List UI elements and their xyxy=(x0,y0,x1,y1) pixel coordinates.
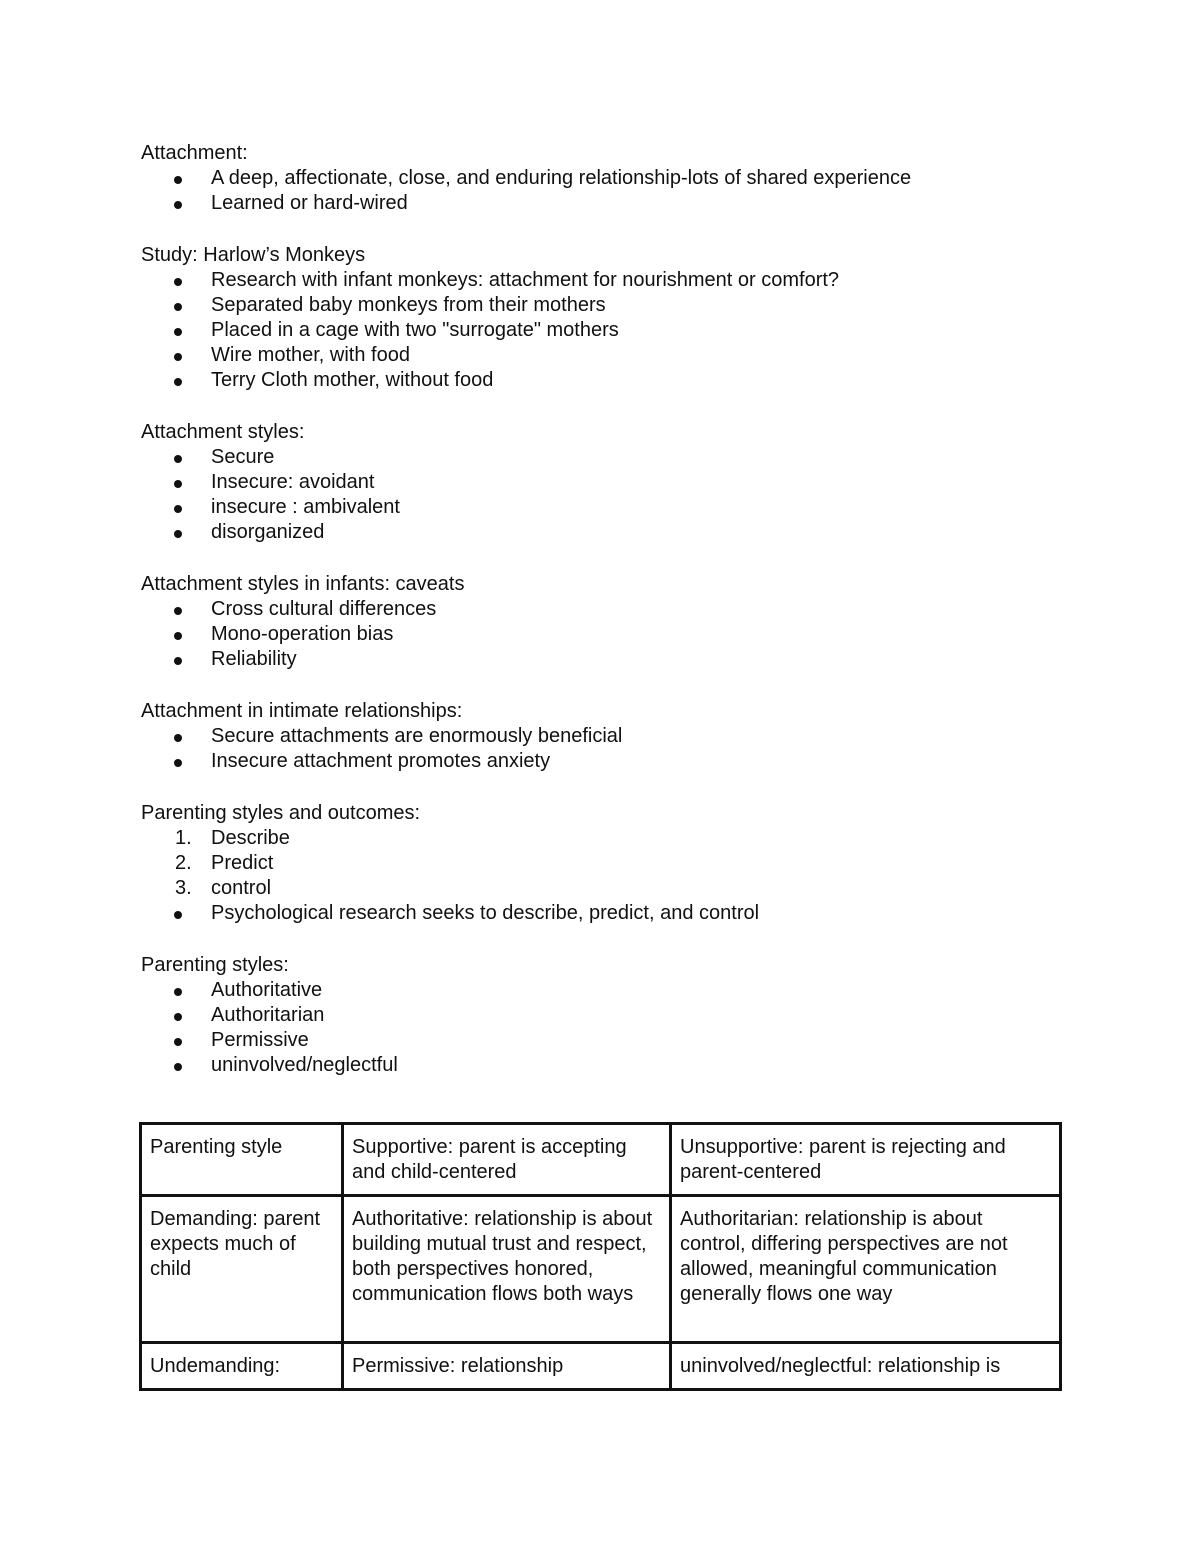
numbered-list xyxy=(141,826,1061,901)
list-item: Secure attachments are enormously beneficial xyxy=(141,724,1061,749)
list-number: 1. xyxy=(175,827,192,849)
section-heading: Attachment styles in infants: caveats xyxy=(141,573,465,595)
section-heading: Study: Harlow’s Monkeys xyxy=(141,244,366,266)
list-item: Permissive xyxy=(141,1028,1061,1053)
bullet-icon xyxy=(174,455,182,463)
section-harlow-study xyxy=(141,243,1061,393)
list-item: 1. Describe xyxy=(175,827,290,849)
bullet-icon xyxy=(174,1063,182,1071)
section-attachment-styles xyxy=(141,420,1061,545)
table-cell: Unsupportive: parent is rejecting and parent-centered xyxy=(671,1124,1061,1196)
list-item: Learned or hard-wired xyxy=(141,191,1061,216)
bullet-icon xyxy=(174,759,182,767)
bullet-icon xyxy=(174,1013,182,1021)
table-cell: Parenting style xyxy=(141,1124,343,1196)
list-item: Cross cultural differences xyxy=(141,597,1061,622)
section-parenting-outcomes xyxy=(141,801,1061,926)
bullet-icon xyxy=(174,278,182,286)
list-item: 2. Predict xyxy=(175,852,274,874)
section-attachment xyxy=(141,141,1061,216)
table-row xyxy=(141,1196,1061,1343)
bullet-icon xyxy=(174,480,182,488)
document-body xyxy=(141,141,1061,1105)
table-cell: Authoritarian: relationship is about control, differing perspectives are not allowed, meaningful communication generally flows one way xyxy=(671,1196,1061,1343)
bullet-icon xyxy=(174,988,182,996)
list-item: Separated baby monkeys from their mothers xyxy=(141,293,1061,318)
list-item: Insecure attachment promotes anxiety xyxy=(141,749,1061,774)
list-item: disorganized xyxy=(141,520,1061,545)
bullet-icon xyxy=(174,911,182,919)
list-item: Reliability xyxy=(141,647,1061,672)
bullet-icon xyxy=(174,1038,182,1046)
list-item: 3. control xyxy=(175,877,272,899)
bullet-list xyxy=(141,978,1061,1078)
bullet-icon xyxy=(174,734,182,742)
list-item: Psychological research seeks to describe, predict, and control xyxy=(141,901,1061,926)
bullet-icon xyxy=(174,353,182,361)
list-item: Mono-operation bias xyxy=(141,622,1061,647)
list-item: Insecure: avoidant xyxy=(141,470,1061,495)
table-row xyxy=(141,1343,1061,1390)
table-cell: Demanding: parent expects much of child xyxy=(141,1196,343,1343)
table-cell: Supportive: parent is accepting and child-centered xyxy=(343,1124,671,1196)
list-item: Secure xyxy=(141,445,1061,470)
bullet-icon xyxy=(174,505,182,513)
list-number: 3. xyxy=(175,877,192,899)
list-item: Authoritarian xyxy=(141,1003,1061,1028)
list-item: uninvolved/neglectful xyxy=(141,1053,1061,1078)
bullet-icon xyxy=(174,303,182,311)
list-item: Authoritative xyxy=(141,978,1061,1003)
section-parenting-styles xyxy=(141,953,1061,1078)
bullet-icon xyxy=(174,657,182,665)
table-cell: Undemanding: xyxy=(141,1343,343,1390)
section-heading: Attachment styles: xyxy=(141,421,305,443)
section-heading: Parenting styles and outcomes: xyxy=(141,802,421,824)
table-cell: Authoritative: relationship is about building mutual trust and respect, both perspectives honored, communication flows both ways xyxy=(343,1196,671,1343)
table-cell: Permissive: relationship xyxy=(343,1343,671,1390)
section-infant-caveats xyxy=(141,572,1061,672)
list-item: Wire mother, with food xyxy=(141,343,1061,368)
bullet-icon xyxy=(174,176,182,184)
bullet-icon xyxy=(174,378,182,386)
bullet-list xyxy=(141,724,1061,774)
bullet-list xyxy=(141,268,1061,393)
list-number: 2. xyxy=(175,852,192,874)
list-item: Research with infant monkeys: attachment for nourishment or comfort? xyxy=(141,268,1061,293)
bullet-icon xyxy=(174,530,182,538)
parenting-styles-table xyxy=(139,1122,1062,1391)
table-row xyxy=(141,1124,1061,1196)
bullet-list xyxy=(141,445,1061,545)
list-item: insecure : ambivalent xyxy=(141,495,1061,520)
section-heading: Attachment: xyxy=(141,142,248,164)
list-item: A deep, affectionate, close, and enduring relationship-lots of shared experience xyxy=(141,166,1061,191)
bullet-list xyxy=(141,166,1061,216)
section-heading: Attachment in intimate relationships: xyxy=(141,700,463,722)
bullet-icon xyxy=(174,201,182,209)
bullet-list xyxy=(141,597,1061,672)
table-cell: uninvolved/neglectful: relationship is xyxy=(671,1343,1061,1390)
list-item: Terry Cloth mother, without food xyxy=(141,368,1061,393)
bullet-icon xyxy=(174,632,182,640)
section-heading: Parenting styles: xyxy=(141,954,289,976)
list-item: Placed in a cage with two "surrogate" mothers xyxy=(141,318,1061,343)
bullet-icon xyxy=(174,607,182,615)
section-intimate-relationships xyxy=(141,699,1061,774)
bullet-icon xyxy=(174,328,182,336)
bullet-list xyxy=(141,901,1061,926)
